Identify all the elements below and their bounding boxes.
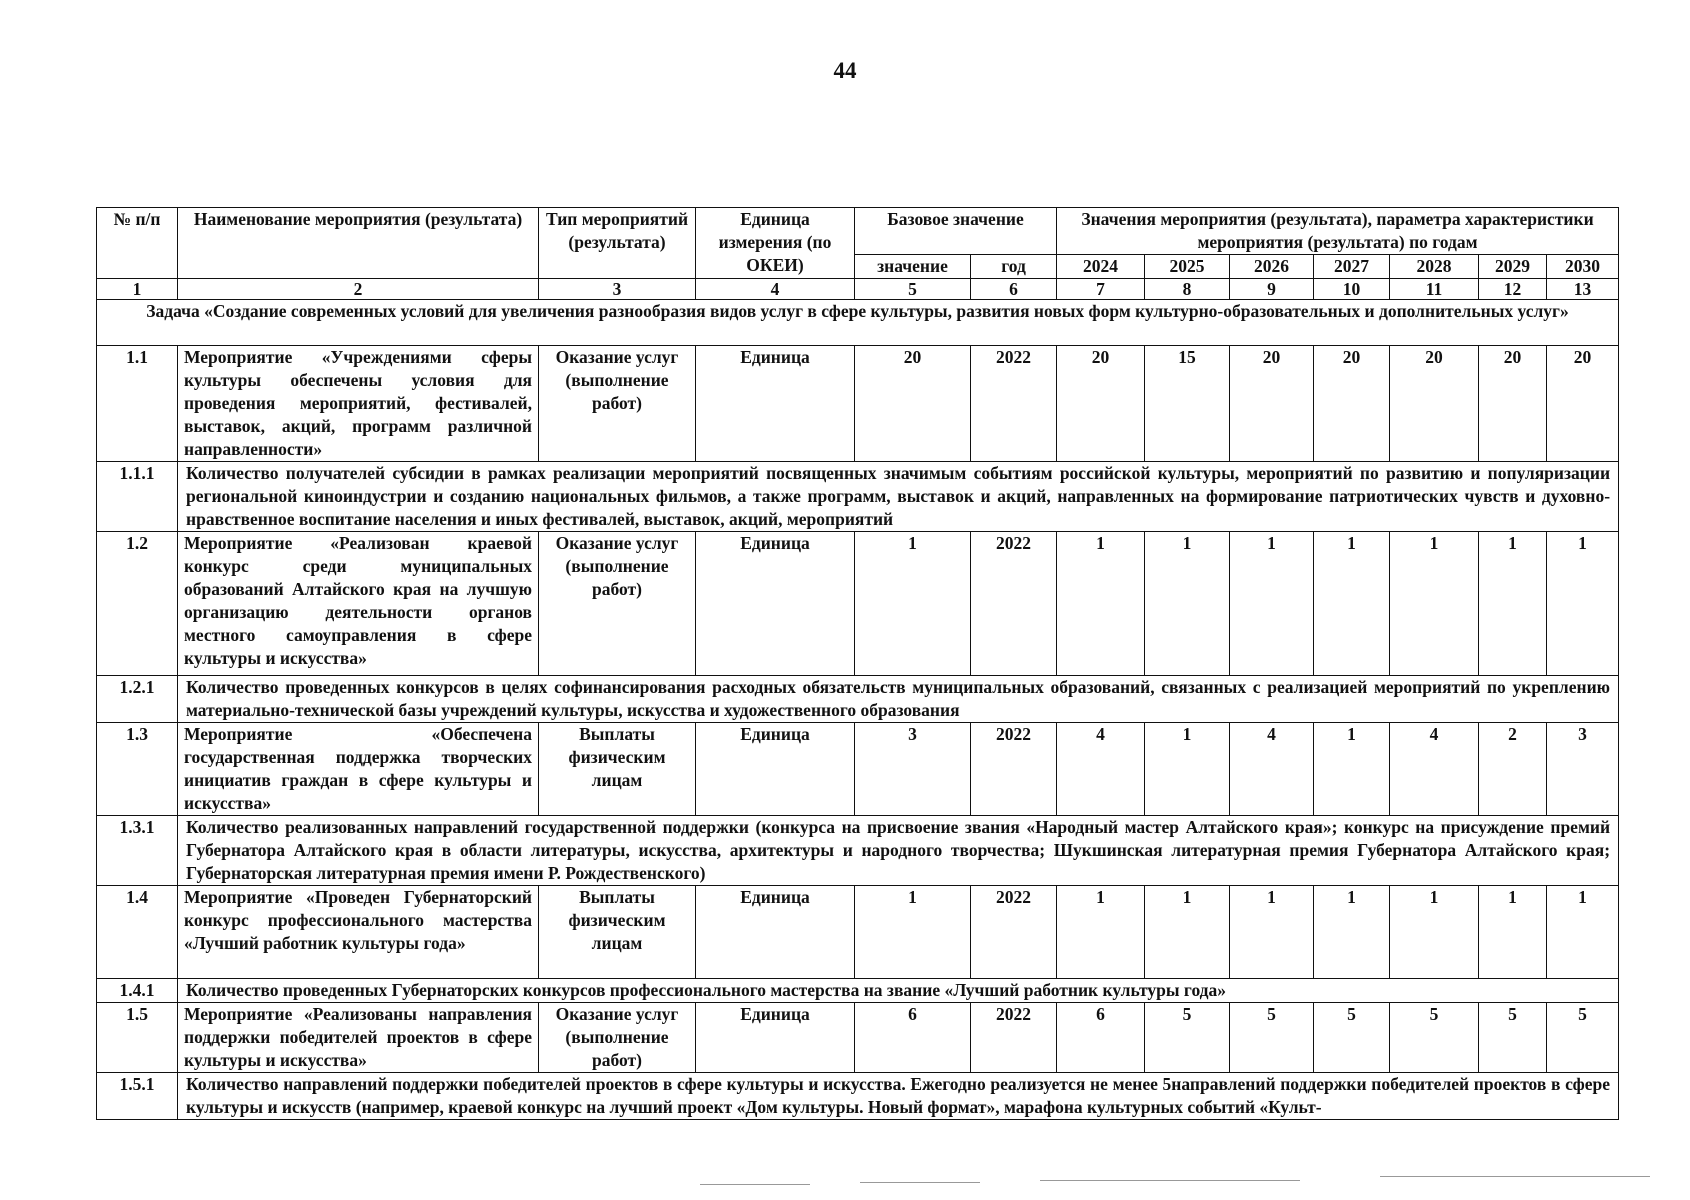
year-value: 1 (1230, 532, 1314, 676)
measure-row (97, 723, 1619, 816)
header-year: 2024 (1057, 255, 1145, 279)
measure-row (97, 1003, 1619, 1073)
column-number: 1 (97, 279, 178, 300)
column-number: 3 (539, 279, 696, 300)
indicator-text: Количество проведенных конкурсов в целях софинансирования расходных обязательств муниципальных образований, связанных с реализацией мероприятий по укреплению материально-технической базы учреждений культуры, искусства и художественного образования (178, 676, 1619, 723)
header-year: 2028 (1390, 255, 1479, 279)
year-value: 20 (1314, 346, 1390, 462)
year-value: 5 (1547, 1003, 1619, 1073)
year-value: 20 (1057, 346, 1145, 462)
indicator-row (97, 816, 1619, 886)
column-number: 11 (1390, 279, 1479, 300)
year-value: 5 (1390, 1003, 1479, 1073)
measure-row (97, 532, 1619, 676)
measure-unit: Единица (696, 723, 855, 816)
indicator-row (97, 676, 1619, 723)
year-value: 20 (1479, 346, 1547, 462)
measure-row (97, 346, 1619, 462)
scan-artifacts (0, 1178, 1690, 1198)
base-value: 3 (855, 723, 971, 816)
row-number: 1.4 (97, 886, 178, 979)
year-value: 1 (1479, 886, 1547, 979)
task-title: Задача «Создание современных условий для увеличения разнообразия видов услуг в сфере культуры, развития новых форм культурно-образовательных и дополнительных услуг» (97, 300, 1619, 346)
indicator-text: Количество получателей субсидии в рамках реализации мероприятий посвященных значимым событиям российской культуры, мероприятий по развитию и популяризации региональной киноиндустрии и созданию национальных фильмов, а также программ, выставок и акций, направленных на формирование патриотических чувств и духовно-нравственное воспитание населения и иных фестивалей, выставок, акций, мероприятий (178, 462, 1619, 532)
year-value: 1 (1390, 886, 1479, 979)
column-number: 10 (1314, 279, 1390, 300)
indicator-row (97, 979, 1619, 1003)
year-value: 20 (1230, 346, 1314, 462)
header-values-title: Значения мероприятия (результата), параметра характеристики мероприятия (результата) по годам (1057, 208, 1619, 255)
indicator-number: 1.2.1 (97, 676, 178, 723)
indicator-row (97, 1073, 1619, 1120)
indicator-text: Количество направлений поддержки победителей проектов в сфере культуры и искусства. Ежегодно реализуется не менее 5направлений поддержки победителей проектов в сфере культуры и искусств (например, краевой конкурс на лучший проект «Дом культуры. Новый формат», марафона культурных событий «Культ- (178, 1073, 1619, 1120)
year-value: 6 (1057, 1003, 1145, 1073)
row-number: 1.1 (97, 346, 178, 462)
column-number: 12 (1479, 279, 1547, 300)
header-year: 2029 (1479, 255, 1547, 279)
year-value: 1 (1547, 886, 1619, 979)
year-value: 4 (1390, 723, 1479, 816)
column-number: 7 (1057, 279, 1145, 300)
base-value: 20 (855, 346, 971, 462)
year-value: 1 (1145, 532, 1230, 676)
year-value: 5 (1230, 1003, 1314, 1073)
column-number: 2 (178, 279, 539, 300)
year-value: 3 (1547, 723, 1619, 816)
base-value: 1 (855, 532, 971, 676)
measure-unit: Единица (696, 346, 855, 462)
year-value: 1 (1314, 886, 1390, 979)
year-value: 1 (1314, 532, 1390, 676)
measure-unit: Единица (696, 532, 855, 676)
row-number: 1.5 (97, 1003, 178, 1073)
measure-type: Выплаты физическим лицам (539, 723, 696, 816)
header-year: 2025 (1145, 255, 1230, 279)
year-value: 1 (1230, 886, 1314, 979)
column-number: 13 (1547, 279, 1619, 300)
base-year: 2022 (971, 346, 1057, 462)
year-value: 1 (1145, 886, 1230, 979)
base-year: 2022 (971, 886, 1057, 979)
page-number: 44 (833, 58, 857, 83)
measure-name: Мероприятие «Реализованы направления поддержки победителей проектов в сфере культуры и искусства» (178, 1003, 539, 1073)
measure-type: Оказание услуг (выполнение работ) (539, 532, 696, 676)
header-base: Базовое значение (855, 208, 1057, 255)
indicator-text: Количество проведенных Губернаторских конкурсов профессионального мастерства на звание «Лучший работник культуры года» (178, 979, 1619, 1003)
year-value: 1 (1390, 532, 1479, 676)
indicator-number: 1.1.1 (97, 462, 178, 532)
year-value: 1 (1145, 723, 1230, 816)
year-value: 1 (1479, 532, 1547, 676)
year-value: 20 (1547, 346, 1619, 462)
year-value: 1 (1314, 723, 1390, 816)
column-number: 4 (696, 279, 855, 300)
base-value: 6 (855, 1003, 971, 1073)
column-number: 8 (1145, 279, 1230, 300)
measure-type: Выплаты физическим лицам (539, 886, 696, 979)
measure-name: Мероприятие «Обеспечена государственная поддержка творческих инициатив граждан в сфере культуры и искусства» (178, 723, 539, 816)
year-value: 1 (1057, 532, 1145, 676)
indicator-number: 1.5.1 (97, 1073, 178, 1120)
header-name: Наименование мероприятия (результата) (178, 208, 539, 279)
indicator-row (97, 462, 1619, 532)
column-number: 9 (1230, 279, 1314, 300)
header-year: 2026 (1230, 255, 1314, 279)
row-number: 1.3 (97, 723, 178, 816)
base-year: 2022 (971, 1003, 1057, 1073)
measure-type: Оказание услуг (выполнение работ) (539, 1003, 696, 1073)
year-value: 1 (1057, 886, 1145, 979)
header-base-year: год (971, 255, 1057, 279)
base-year: 2022 (971, 532, 1057, 676)
indicator-number: 1.4.1 (97, 979, 178, 1003)
header-type: Тип мероприятий (результата) (539, 208, 696, 279)
year-value: 15 (1145, 346, 1230, 462)
header-year: 2027 (1314, 255, 1390, 279)
header-unit: Единица измерения (по ОКЕИ) (696, 208, 855, 279)
header-year: 2030 (1547, 255, 1619, 279)
measure-row (97, 886, 1619, 979)
measure-unit: Единица (696, 886, 855, 979)
measure-type: Оказание услуг (выполнение работ) (539, 346, 696, 462)
year-value: 1 (1547, 532, 1619, 676)
year-value: 2 (1479, 723, 1547, 816)
header-base-value: значение (855, 255, 971, 279)
year-value: 5 (1479, 1003, 1547, 1073)
row-number: 1.2 (97, 532, 178, 676)
measures-table (96, 207, 1619, 1120)
column-number: 5 (855, 279, 971, 300)
indicator-number: 1.3.1 (97, 816, 178, 886)
base-value: 1 (855, 886, 971, 979)
measure-name: Мероприятие «Проведен Губернаторский конкурс профессионального мастерства «Лучший работник культуры года» (178, 886, 539, 979)
measure-name: Мероприятие «Учреждениями сферы культуры обеспечены условия для проведения мероприятий, фестивалей, выставок, акций, программ различной направленности» (178, 346, 539, 462)
year-value: 4 (1230, 723, 1314, 816)
measure-name: Мероприятие «Реализован краевой конкурс среди муниципальных образований Алтайского края на лучшую организацию деятельности органов местного самоуправления в сфере культуры и искусства» (178, 532, 539, 676)
header-num: № п/п (97, 208, 178, 279)
indicator-text: Количество реализованных направлений государственной поддержки (конкурса на присвоение звания «Народный мастер Алтайского края»; конкурс на присуждение премий Губернатора Алтайского края в области литературы, искусства, архитектуры и народного творчества; Шукшинская литературная премия Губернатора Алтайского края; Губернаторская литературная премия имени Р. Рождественского) (178, 816, 1619, 886)
base-year: 2022 (971, 723, 1057, 816)
measure-unit: Единица (696, 1003, 855, 1073)
year-value: 5 (1314, 1003, 1390, 1073)
year-value: 5 (1145, 1003, 1230, 1073)
column-number: 6 (971, 279, 1057, 300)
year-value: 4 (1057, 723, 1145, 816)
year-value: 20 (1390, 346, 1479, 462)
